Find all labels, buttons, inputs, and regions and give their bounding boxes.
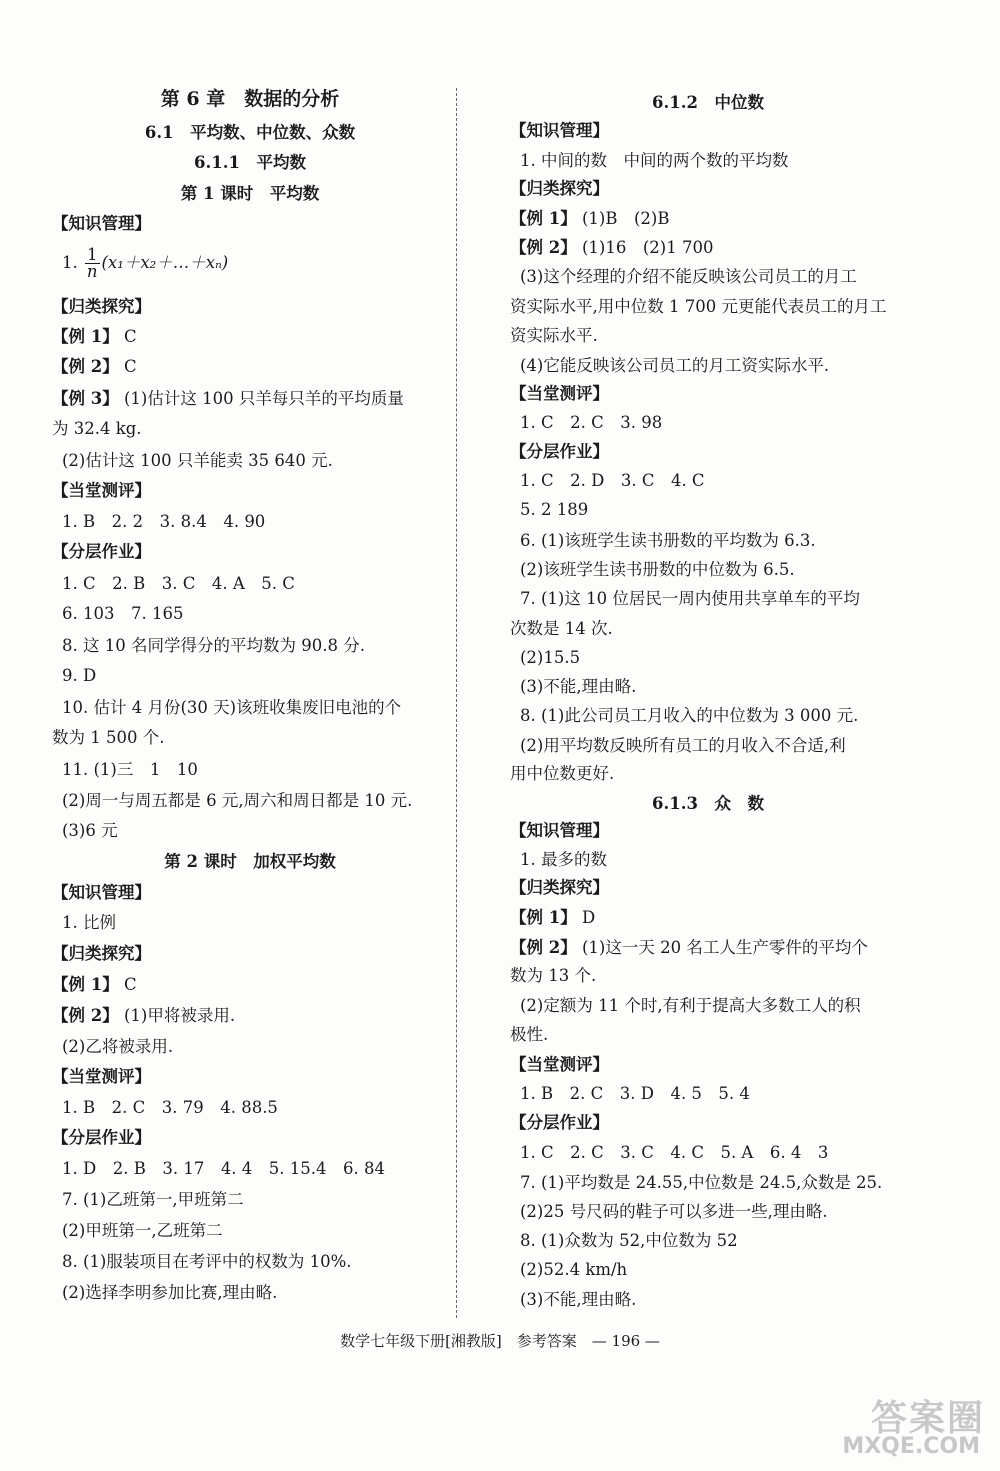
answer-line: 6. 103 7. 165 [62,604,184,623]
answer-line: (2)该班学生读书册数的中位数为 6.5. [520,560,795,579]
answer-line: 为 32.4 kg. [52,419,142,438]
answer-line: 次数是 14 次. [510,619,613,638]
answer-line: 5. 2 189 [520,500,589,519]
answer-line: (3)6 元 [62,821,118,840]
answer-line: 8. 这 10 名同学得分的平均数为 90.8 分. [62,636,365,655]
answer-line: 【例 2】 (1)这一天 20 名工人生产零件的平均个 [510,938,868,957]
heading-explore: 【归类探究】 [52,297,151,316]
subsection-title: 6.1.2 中位数 [652,93,764,112]
answer-line: 资实际水平. [510,326,598,345]
answer-line: 1. 最多的数 [520,850,607,869]
chapter-title: 第 6 章 数据的分析 [160,88,340,110]
answer-line: 【例 2】 (1)16 (2)1 700 [510,238,714,257]
heading-homework: 【分层作业】 [510,442,609,461]
heading-knowledge: 【知识管理】 [52,214,151,233]
heading-quiz: 【当堂测评】 [510,1055,609,1074]
answer-line: 8. (1)服装项目在考评中的权数为 10%. [62,1252,352,1271]
answer-line: 1. C 2. C 3. C 4. C 5. A 6. 4 3 [520,1143,829,1162]
answer-line: 数为 1 500 个. [52,728,165,747]
answer-line: 1. B 2. C 3. D 4. 5 5. 4 [520,1084,750,1103]
formula-line: 1. $\frac{1}{n}$ (x₁＋x₂＋…＋xₙ) [62,245,229,281]
answer-line: (3)这个经理的介绍不能反映该公司员工的月工 [520,267,857,286]
answer-line: (2)乙将被录用. [62,1037,174,1056]
answer-line: (2)15.5 [520,648,581,667]
page-footer: 数学七年级下册[湘教版] 参考答案 — 196 — [340,1332,660,1350]
answer-line: 1. C 2. D 3. C 4. C [520,471,705,490]
heading-homework: 【分层作业】 [510,1113,609,1132]
answer-line: 极性. [510,1025,549,1044]
answer-line: 9. D [62,666,97,685]
answer-line: 11. (1)三 1 10 [62,760,198,779]
answer-line: (2)甲班第一,乙班第二 [62,1221,223,1240]
heading-knowledge: 【知识管理】 [510,821,609,840]
answer-line: 8. (1)众数为 52,中位数为 52 [520,1231,738,1250]
column-divider [456,88,457,1318]
heading-homework: 【分层作业】 [52,1128,151,1147]
answer-line: (2)用平均数反映所有员工的月收入不合适,利 [520,736,846,755]
subsection-title: 6.1.1 平均数 [194,153,306,172]
lesson-title: 第 2 课时 加权平均数 [164,852,336,871]
answer-line: 1. B 2. C 3. 79 4. 88.5 [62,1098,278,1117]
answer-line: 【例 1】 C [52,327,137,346]
answer-line: 1. 比例 [62,913,116,932]
lesson-title: 第 1 课时 平均数 [180,184,320,203]
answer-line: 【例 1】 C [52,975,137,994]
answer-line: 【例 1】 (1)B (2)B [510,209,670,228]
answer-line: 7. (1)平均数是 24.55,中位数是 24.5,众数是 25. [520,1173,883,1192]
watermark-text: 答案圈 [870,1398,985,1439]
heading-quiz: 【当堂测评】 [52,481,151,500]
answer-line: (2)估计这 100 只羊能卖 35 640 元. [62,451,333,470]
answer-line: (2)选择李明参加比赛,理由略. [62,1283,278,1302]
fraction: $\frac{1}{n}$ [86,245,98,281]
heading-homework: 【分层作业】 [52,542,151,561]
answer-line: 8. (1)此公司员工月收入的中位数为 3 000 元. [520,706,859,725]
answer-line: 1. C 2. B 3. C 4. A 5. C [62,574,295,593]
answer-line: (3)不能,理由略. [520,677,637,696]
answer-line: 【例 2】 (1)甲将被录用. [52,1006,236,1025]
answer-line: 7. (1)这 10 位居民一周内使用共享单车的平均 [520,589,860,608]
heading-explore: 【归类探究】 [52,944,151,963]
answer-line: 6. (1)该班学生读书册数的平均数为 6.3. [520,531,816,550]
subsection-title: 6.1.3 众 数 [652,794,764,813]
heading-knowledge: 【知识管理】 [510,121,609,140]
answer-line: 1. 中间的数 中间的两个数的平均数 [520,151,789,170]
answer-line: (2)52.4 km/h [520,1260,628,1279]
watermark-url: MXQE.COM [842,1434,980,1459]
answer-line: (2)定额为 11 个时,有利于提高大多数工人的积 [520,996,861,1015]
answer-line: 【例 1】 D [510,908,596,927]
answer-line: 10. 估计 4 月份(30 天)该班收集废旧电池的个 [62,698,402,717]
answer-line: 1. D 2. B 3. 17 4. 4 5. 15.4 6. 84 [62,1159,386,1178]
answer-line: (3)不能,理由略. [520,1290,637,1309]
answer-line: 【例 2】 C [52,357,137,376]
section-title: 6.1 平均数、中位数、众数 [144,123,356,142]
heading-explore: 【归类探究】 [510,179,609,198]
answer-line: 数为 13 个. [510,966,597,985]
heading-quiz: 【当堂测评】 [52,1067,151,1086]
answer-line: 资实际水平,用中位数 1 700 元更能代表员工的月工 [510,297,887,316]
answer-line: 1. B 2. 2 3. 8.4 4. 90 [62,512,266,531]
answer-line: (4)它能反映该公司员工的月工资实际水平. [520,356,830,375]
heading-knowledge: 【知识管理】 [52,883,151,902]
watermark-logo [820,1390,990,1465]
heading-explore: 【归类探究】 [510,878,609,897]
answer-line: (2)25 号尺码的鞋子可以多进一些,理由略. [520,1202,828,1221]
answer-line: 1. C 2. C 3. 98 [520,413,663,432]
answer-line: 用中位数更好. [510,764,615,783]
answer-line: (2)周一与周五都是 6 元,周六和周日都是 10 元. [62,791,413,810]
answer-line: 【例 3】 (1)估计这 100 只羊每只羊的平均质量 [52,389,404,408]
heading-quiz: 【当堂测评】 [510,384,609,403]
answer-line: 7. (1)乙班第一,甲班第二 [62,1190,244,1209]
